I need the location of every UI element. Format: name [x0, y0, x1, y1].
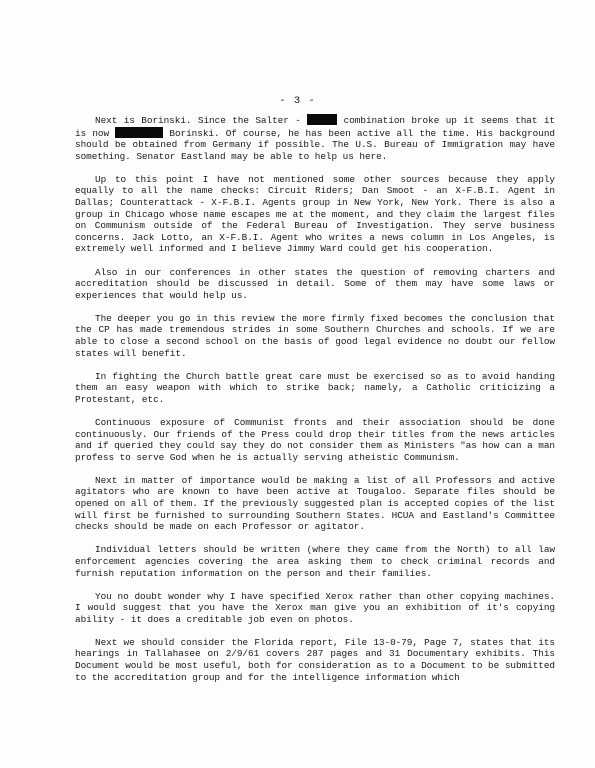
paragraph-name-checks — [75, 174, 555, 255]
paragraph-text-part: Next is Borinski. Since the Salter - — [95, 115, 308, 126]
paragraph-deeper-review — [75, 313, 555, 359]
paragraph-text: Up to this point I have not mentioned some other sources because they apply equally to all the name checks: Circuit Riders; Dan Smoot - an X-F.B.I. Agent in Dallas; Counterattack - X-F.B.I. Agents group in New York, New York. There is also a group in Chicago whose name escapes me at the moment, and they claim the largest files on Communism outside of the Federal Bureau of Investigation. They serve business concerns. Jack Lotto, an X-F.B.I. Agent who writes a news column in Los Angeles, is extremely well informed and I believe Jimmy Ward could get his cooperation. — [75, 173, 555, 255]
redaction-block — [307, 114, 337, 125]
paragraph-professors — [75, 475, 555, 533]
paragraph-text: Also in our conferences in other states the question of removing charters and accreditation should be discussed in detail. Some of them may have some laws or experiences that would help us. — [75, 266, 555, 301]
paragraph-exposure — [75, 417, 555, 463]
document-body — [75, 114, 555, 695]
paragraph-borinski — [75, 114, 555, 162]
paragraph-text: The deeper you go in this review the more firmly fixed becomes the conclusion that the CP has made tremendous strides in some Southern Churches and schools. If we are able to close a second school on the basis of good legal evidence no doubt our fellow states will benefit. — [75, 312, 555, 359]
paragraph-text: In fighting the Church battle great care must be exercised so as to avoid handing them an easy weapon with which to strike back; namely, a Catholic criticizing a Protestant, etc. — [75, 370, 555, 405]
paragraph-letters — [75, 544, 555, 579]
page-number: - 3 - — [279, 95, 316, 107]
paragraph-text: You no doubt wonder why I have specified Xerox rather than other copying machines. I would suggest that you have the Xerox man give you an exhibition of it's copying ability - it does a creditable job even on photos. — [75, 590, 555, 625]
paragraph-charters — [75, 267, 555, 302]
paragraph-florida-report — [75, 637, 555, 683]
paragraph-text: Individual letters should be written (where they came from the North) to all law enforcement agencies covering the area asking them to check criminal records and furnish reputation information on the person and their families. — [75, 544, 555, 579]
paragraph-text: Next in matter of importance would be making a list of all Professors and active agitators who are known to have been active at Tougaloo. Separate files should be opened on all of them. If the previously suggested plan is accepted copies of the list will first be furnished to surrounding Southern States. HCUA and Eastland's Committee checks should be made on each Professor or agitator. — [75, 474, 555, 533]
paragraph-xerox — [75, 591, 555, 626]
paragraph-text-part: Borinski. Of course, he has been active all the time. His background should be obtained from Germany if possible. The U.S. Bureau of Immigration may have something. Senator Eastland may be able to help us here. — [75, 127, 555, 162]
paragraph-text: Next we should consider the Florida report, File 13-0-79, Page 7, states that its hearings in Tallahasee on 2/9/61 covers 287 pages and 31 Documentary exhibits. This Document would be most useful, both for consideration as to a Document to be submitted to the accreditation group and for the intelligence information which — [75, 636, 555, 683]
paragraph-text-part: combination broke up it seems that it is now — [75, 115, 556, 139]
paragraph-church-battle — [75, 371, 555, 406]
redaction-block — [115, 127, 163, 138]
paragraph-text: Continuous exposure of Communist fronts and their association should be done continuously. Our friends of the Press could drop their titles from the news articles and if queried they could say they do not consider them as Ministers "as how can a man profess to serve God when he is actually serving atheistic Communism. — [75, 416, 555, 463]
